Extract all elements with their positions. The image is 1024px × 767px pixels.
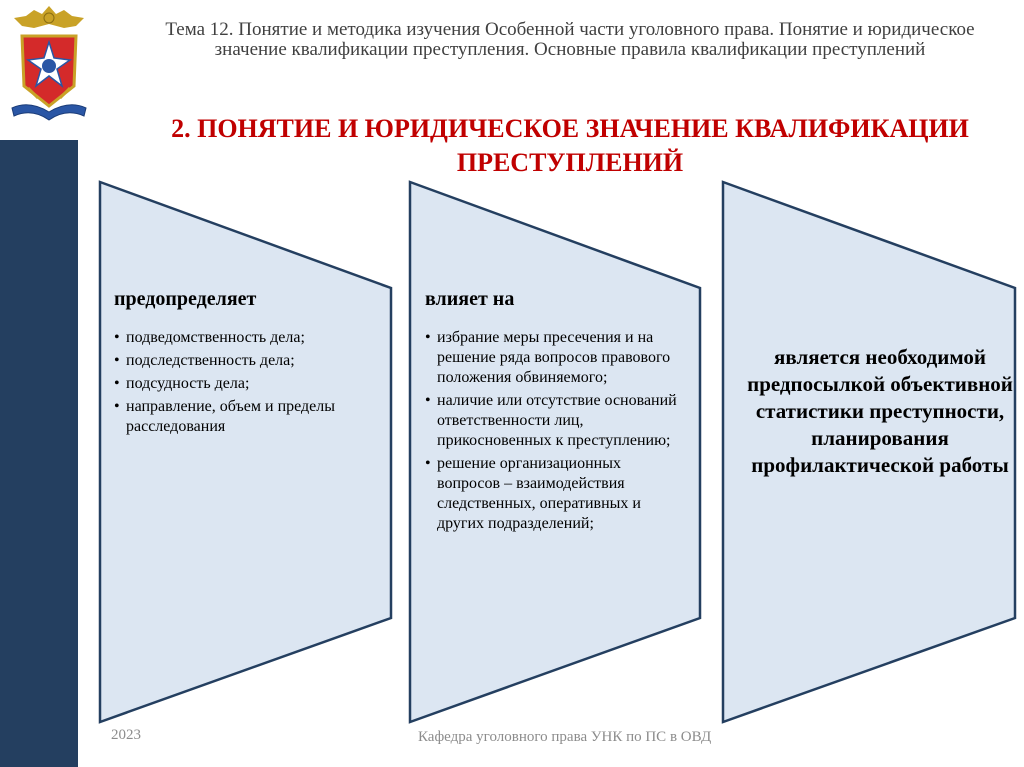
box-3-statement: является необходимой предпосылкой объективной статистики преступности, планирования профилактической работы (747, 345, 1013, 477)
list-item: • направление, объем и пределы расследования (114, 397, 382, 437)
section-heading: 2. ПОНЯТИЕ И ЮРИДИЧЕСКОЕ ЗНАЧЕНИЕ КВАЛИФИКАЦИИ ПРЕСТУПЛЕНИЙ (171, 114, 969, 177)
box-1-shape (100, 182, 391, 722)
footer-department: Кафедра уголовного права УНК по ПС в ОВД (418, 729, 712, 745)
topic-title: Тема 12. Понятие и методика изучения Особенной части уголовного права. Понятие и юридическое значение квалификации преступления. Основные правила квалификации преступлений (165, 19, 975, 60)
box-2-title: влияет на (425, 288, 515, 310)
list-item: • подследственность дела; (114, 351, 382, 371)
list-item: • подсудность дела; (114, 374, 382, 394)
list-item: • избрание меры пресечения и на решение ряда вопросов правового положения обвиняемого; (425, 328, 687, 388)
list-item: • наличие или отсутствие оснований ответственности лиц, прикосновенных к преступлению; (425, 391, 687, 451)
list-item: • подведомственность дела; (114, 328, 382, 348)
box-2-list (425, 328, 687, 537)
box-1-list (114, 328, 382, 440)
footer-year: 2023 (111, 727, 141, 743)
list-item: • решение организационных вопросов – взаимодействия следственных, оперативных и других подразделений; (425, 454, 687, 534)
box-1-title: предопределяет (114, 288, 257, 310)
